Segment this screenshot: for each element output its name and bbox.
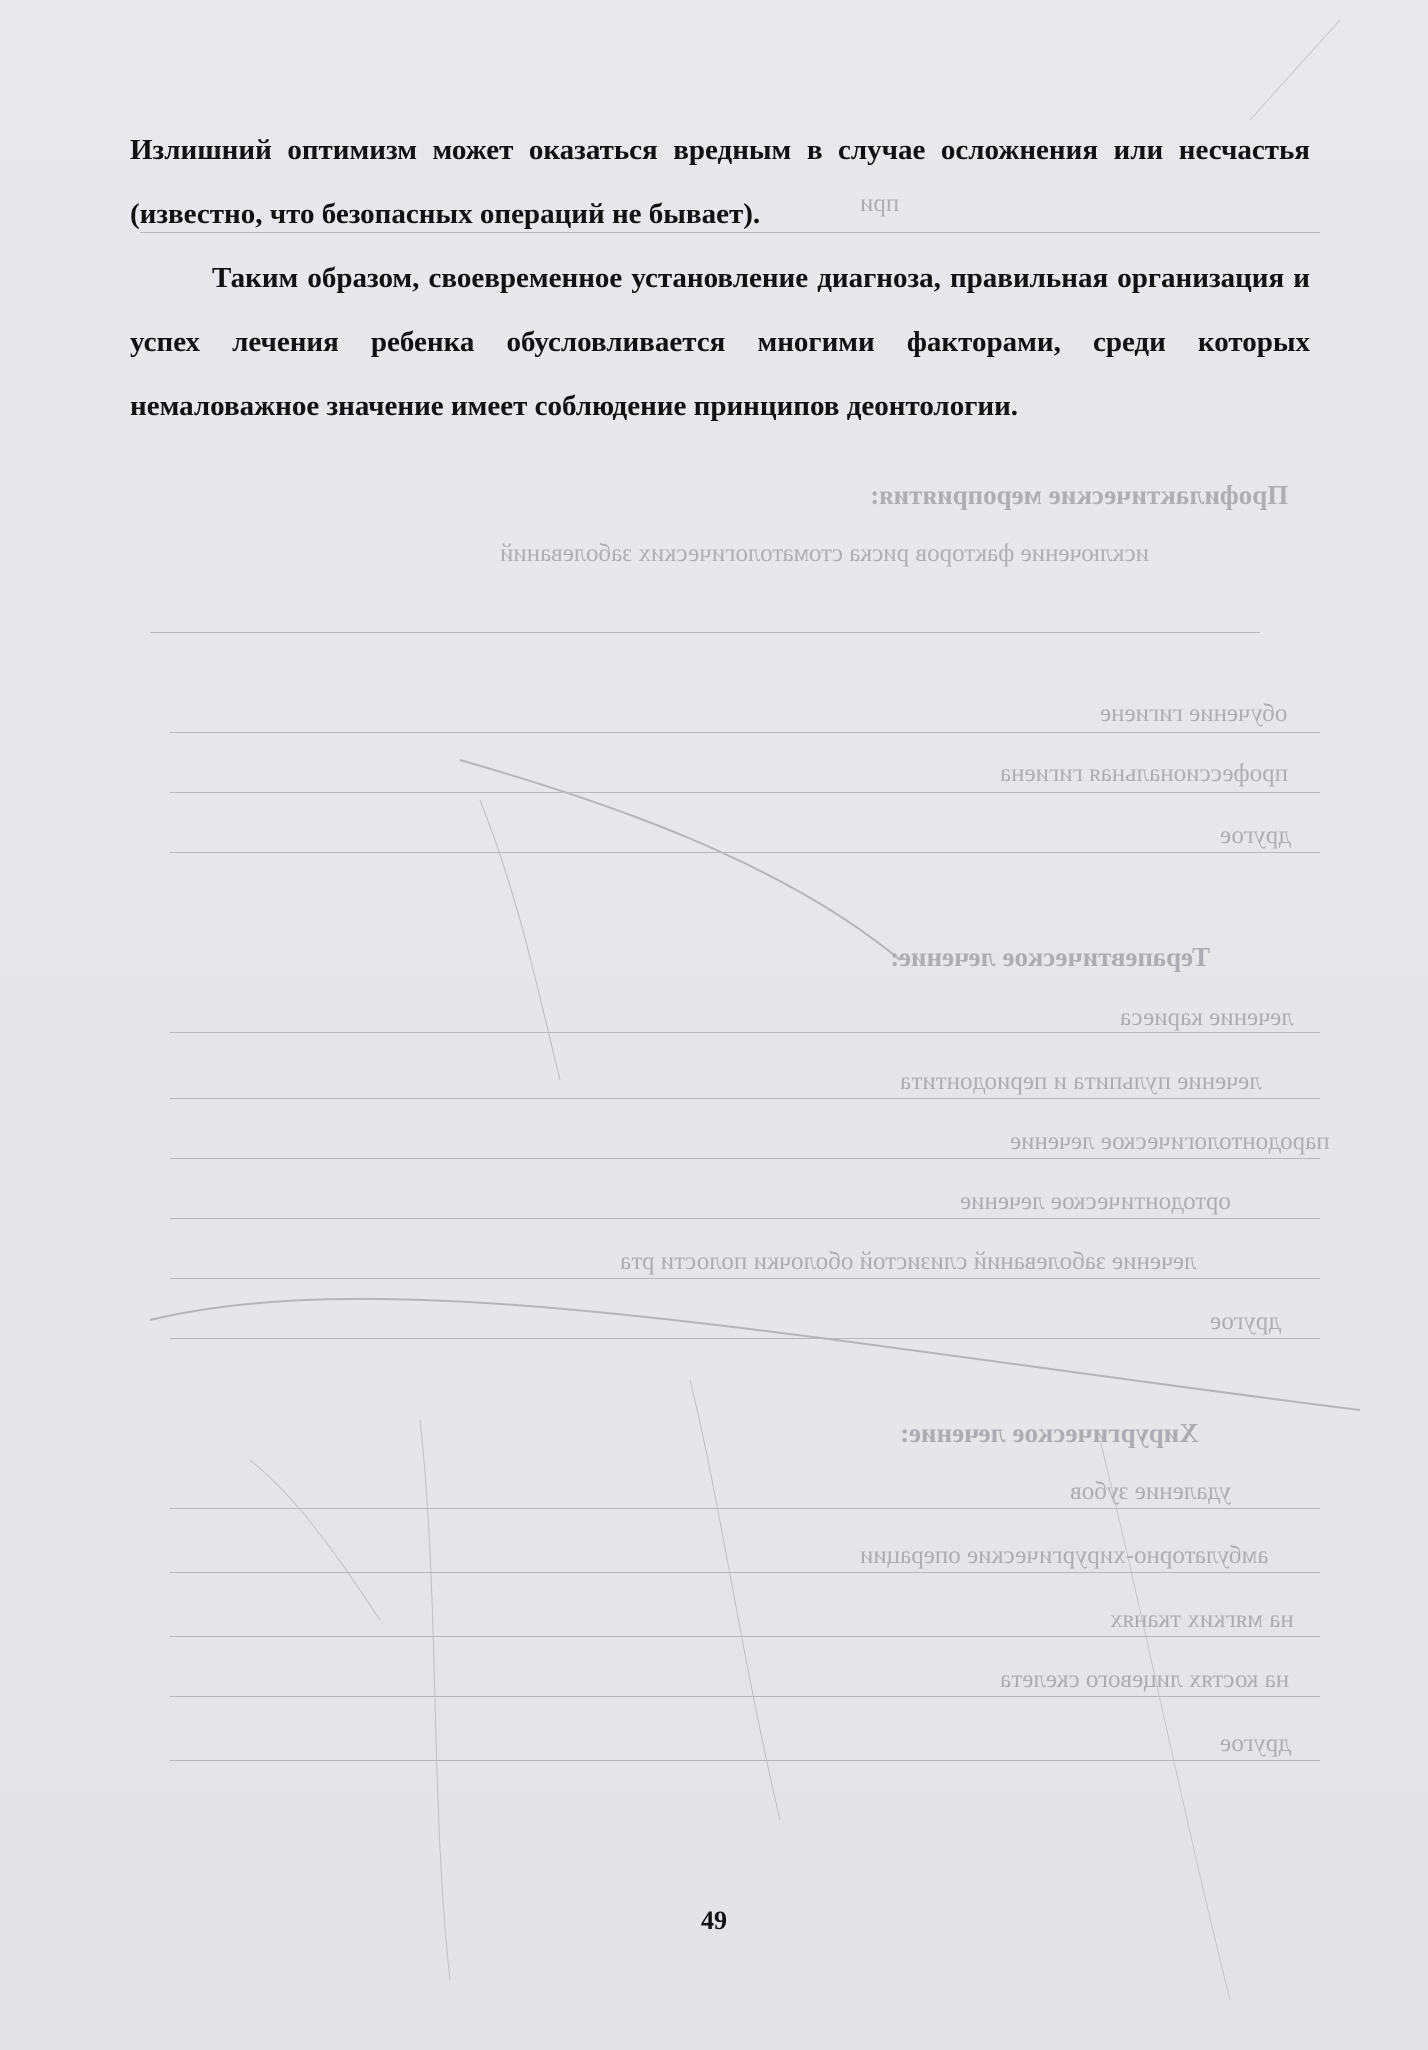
bleed-rule xyxy=(150,632,1260,633)
bleed-text: амбулаторно-хирургические операции xyxy=(860,1542,1269,1569)
bleed-text: профессиональная гигиена xyxy=(1000,760,1289,787)
bleed-rule xyxy=(170,1696,1320,1697)
body-text xyxy=(130,118,1310,438)
bleed-text: обучение гигиене xyxy=(1100,700,1288,727)
bleed-text: на костях лицевого скелета xyxy=(1000,1666,1290,1693)
bleed-rule xyxy=(170,1218,1320,1219)
bleed-text: удаление зубов xyxy=(1070,1478,1232,1505)
bleed-text: другое xyxy=(1210,1308,1281,1335)
bleed-text: при xyxy=(860,190,900,217)
bleed-text: лечение кариеса xyxy=(1120,1004,1294,1031)
bleed-text: другое xyxy=(1220,1730,1291,1757)
paragraph: Излишний оптимизм может оказаться вредным в случае осложнения или несчастья (известно, что безопасных операций не бывает). xyxy=(130,134,1310,230)
bleed-rule xyxy=(170,1760,1320,1761)
bleed-text: лечение пульпита и периодонтита xyxy=(900,1068,1262,1095)
bleed-rule xyxy=(170,732,1320,733)
page-number: 49 xyxy=(701,1906,727,1935)
bleed-heading: Хирургическое лечение: xyxy=(900,1418,1199,1448)
bleed-rule xyxy=(170,1098,1320,1099)
bleed-rule xyxy=(170,792,1320,793)
bleed-rule xyxy=(170,1338,1320,1339)
bleed-text: ортодонтическое лечение xyxy=(960,1188,1231,1215)
bleed-heading: Терапевтическое лечение: xyxy=(890,942,1211,972)
bleed-rule xyxy=(170,1032,1320,1033)
bleed-rule xyxy=(170,1508,1320,1509)
bleed-rule xyxy=(170,1278,1320,1279)
bleed-text: лечение заболеваний слизистой оболочки полости рта xyxy=(620,1248,1197,1275)
paragraph: Таким образом, своевременное установление диагноза, правильная организация и успех лечения ребенка обусловливается многими факторами, среди которых немаловажное значение имеет соблюдение принципов деонтологии. xyxy=(130,262,1310,422)
bleed-rule xyxy=(170,1158,1320,1159)
bleed-text: на мягких тканях xyxy=(1110,1606,1294,1633)
bleed-heading: Профилактические мероприятия: xyxy=(870,480,1289,510)
bleed-text: пародонтологическое лечение xyxy=(1010,1128,1330,1155)
bleed-text: другое xyxy=(1220,822,1291,849)
bleed-text: исключение факторов риска стоматологических заболеваний xyxy=(500,540,1149,567)
bleed-rule xyxy=(170,1636,1320,1637)
bleed-rule xyxy=(170,852,1320,853)
bleed-rule xyxy=(170,1572,1320,1573)
